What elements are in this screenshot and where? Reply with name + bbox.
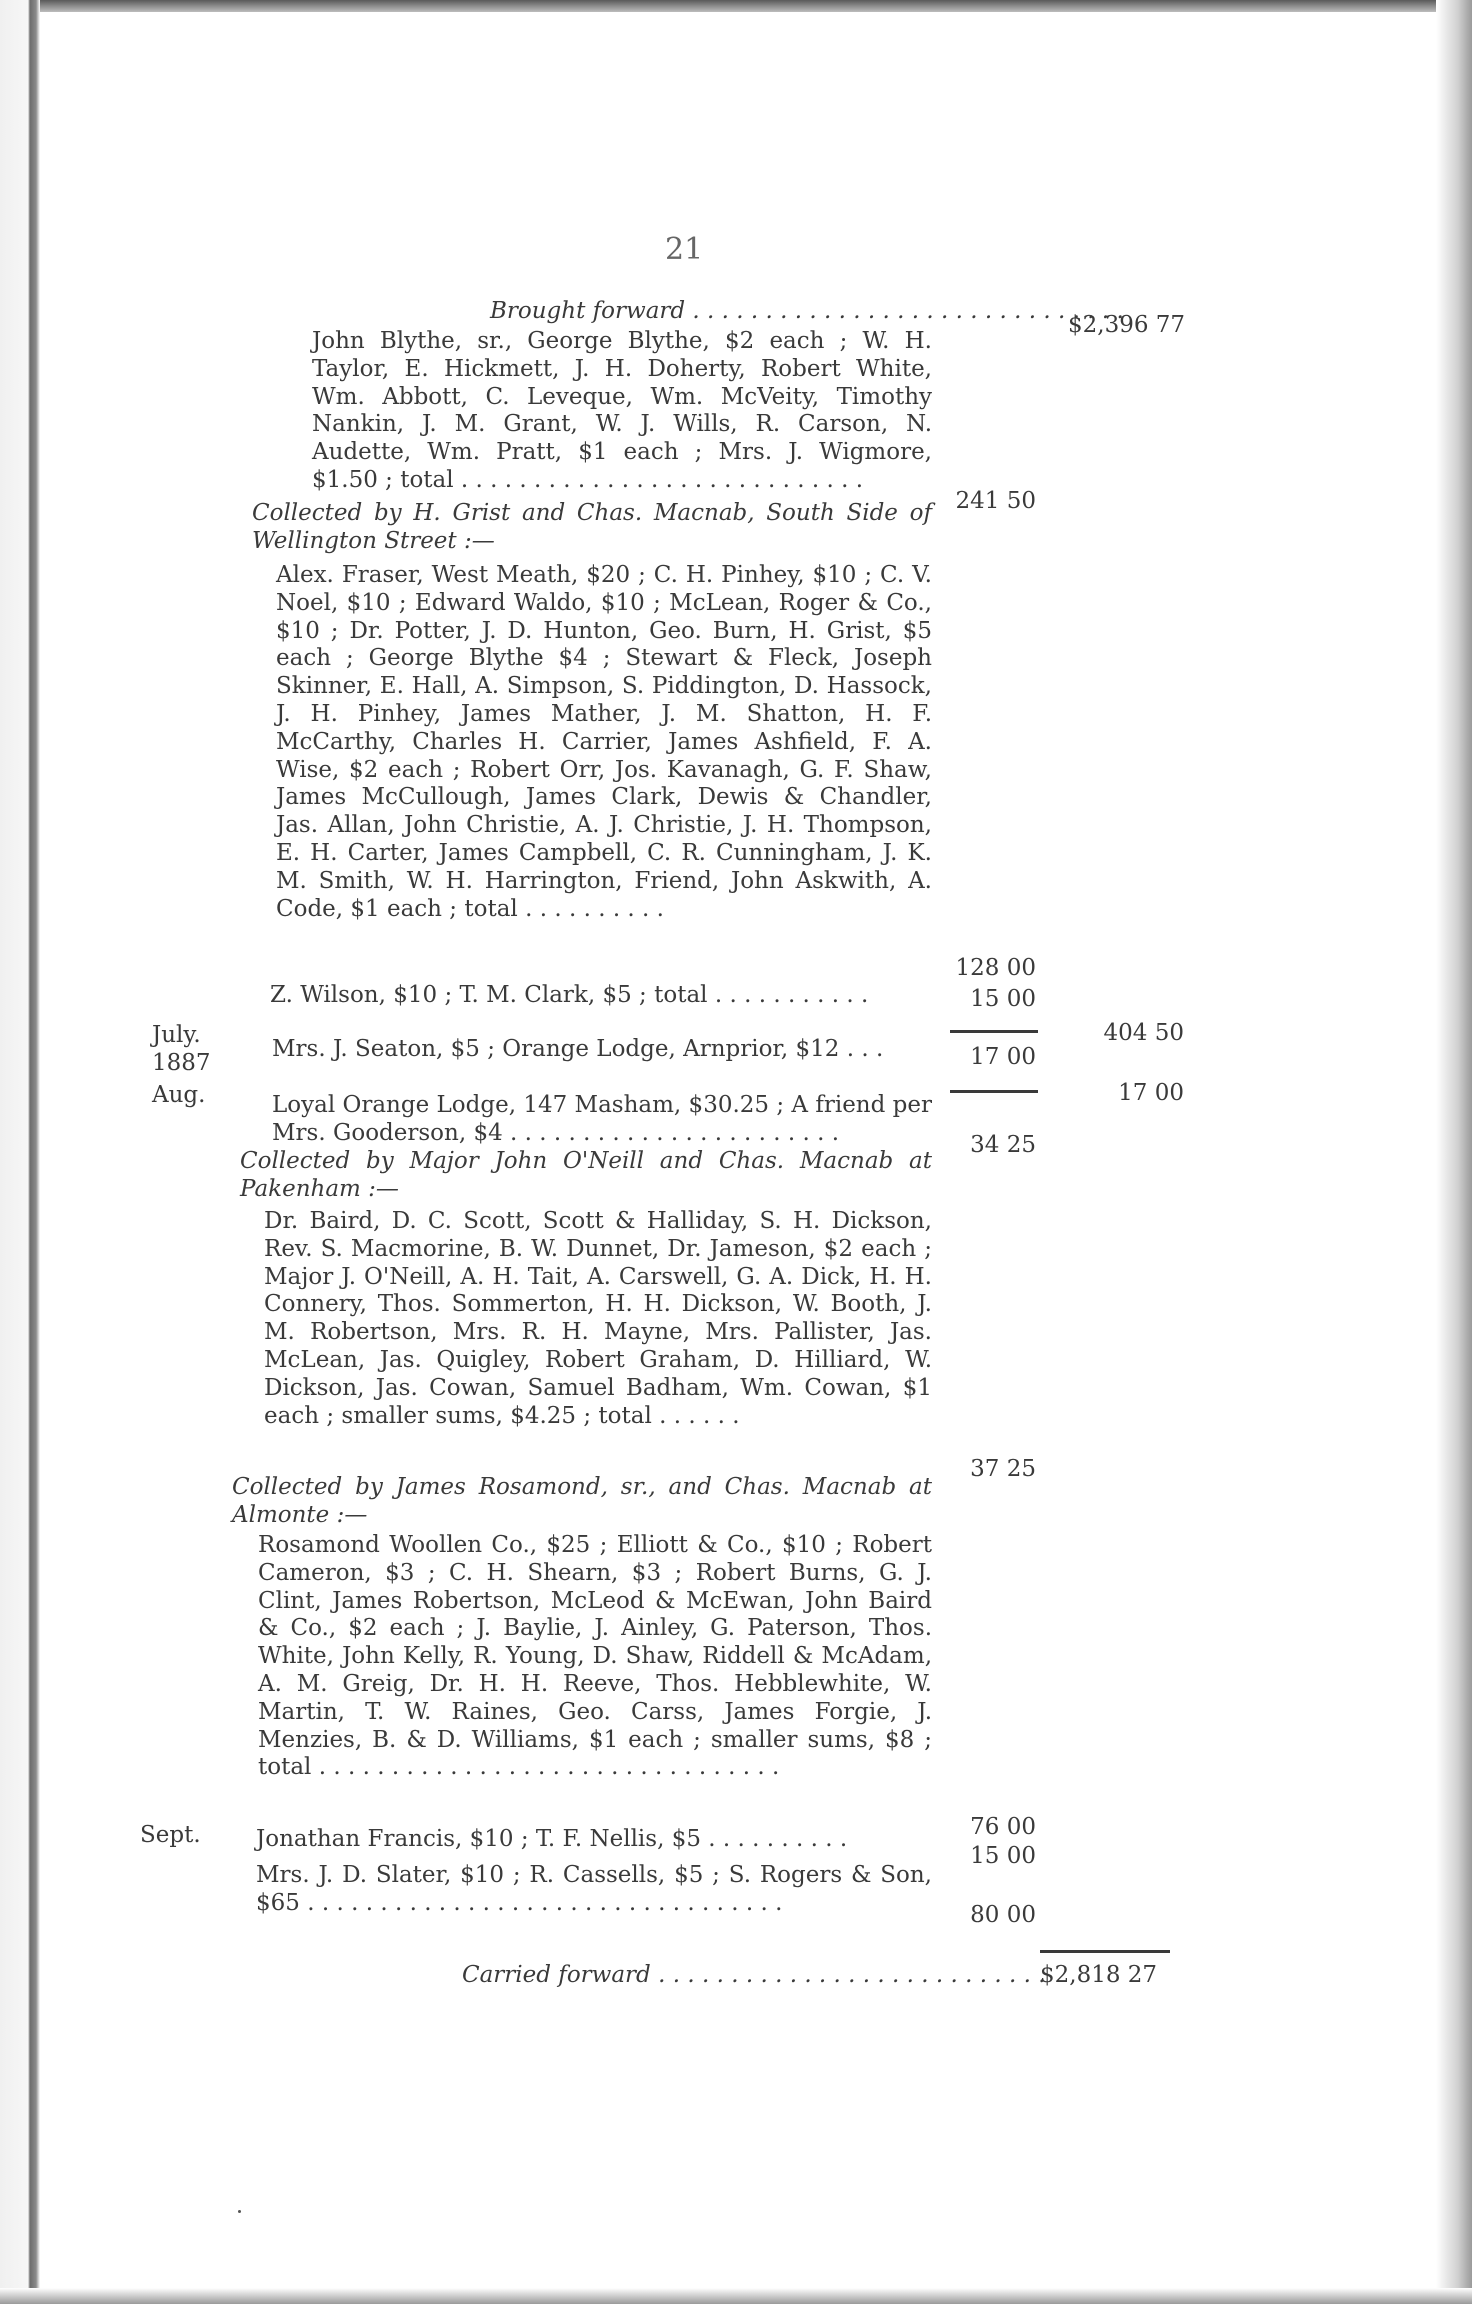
entry-seaton-amount: 17 00 <box>970 1044 1036 1070</box>
entry-loyal-orange-amount: 34 25 <box>970 1132 1036 1158</box>
entry-francis: Jonathan Francis, $10 ; T. F. Nellis, $5 . . . . . . . . . . <box>256 1826 848 1852</box>
carried-forward-amount: $2,818 27 <box>1040 1962 1158 1988</box>
subtotal-rule-2 <box>950 1090 1038 1093</box>
scan-top-edge <box>0 0 1472 12</box>
subsection-heading-oneill: Collected by Major John O'Neill and Chas. Macnab at Pakenham :— <box>240 1148 932 1202</box>
entry-slater: Mrs. J. D. Slater, $10 ; R. Cassells, $5 ; S. Rogers & Son, $65 . . . . . . . . . . . . . . . . . . . . . . . . . . . . . . . . . <box>256 1862 932 1916</box>
entry-seaton: Mrs. J. Seaton, $5 ; Orange Lodge, Arnprior, $12 . . . <box>272 1036 884 1062</box>
scan-right-edge <box>1436 0 1472 2304</box>
entry-fraser-amount: 128 00 <box>955 955 1036 981</box>
page-number: 21 <box>665 232 704 267</box>
brought-forward-amount: $2,396 77 <box>1068 312 1186 338</box>
brought-forward-label: Brought forward . . . . . . . . . . . . . . . . . . . . . . . . . . . . . . <box>490 298 1124 324</box>
scan-binding-edge <box>0 0 40 2304</box>
entry-blythe-amount: 241 50 <box>955 488 1036 514</box>
date-year: 1887 <box>152 1050 211 1076</box>
entry-fraser: Alex. Fraser, West Meath, $20 ; C. H. Pinhey, $10 ; C. V. Noel, $10 ; Edward Waldo, $10 ; McLean, Roger & Co., $10 ; Dr. Potter, J. D. Hunton, Geo. Burn, H. Grist, $5 each ; George Blythe $4 ; Stewart & Fleck, Joseph Skinner, E. Hall, A. Simpson, S. Piddington, D. Hassock, J. H. Pinhey, James Mather, J. M. Shatton, H. F. McCarthy, Charles H. Carrier, James Ashfield, F. A. Wise, $2 each ; Robert Orr, Jos. Kavanagh, G. F. Shaw, James McCullough, James Clark, Dewis & Chandler, Jas. Allan, John Christie, A. J. Christie, J. H. Thompson, E. H. Carter, James Campbell, C. R. Cunningham, J. K. M. Smith, W. H. Harrington, Friend, John Askwith, A. Code, $1 each ; total . . . . . . . . . . <box>276 562 932 922</box>
total-rule <box>1040 1950 1170 1953</box>
entry-rosamond-woollen-amount: 76 00 <box>970 1814 1036 1840</box>
entry-blythe: John Blythe, sr., George Blythe, $2 each ; W. H. Taylor, E. Hickmett, J. H. Doherty, Robert White, Wm. Abbott, C. Leveque, Wm. McVeity, Timothy Nankin, J. M. Grant, W. J. Wills, R. Carson, N. Audette, Wm. Pratt, $1 each ; Mrs. J. Wigmore, $1.50 ; total . . . . . . . . . . . . . . . . . . . . . . . . . . . . <box>312 328 932 493</box>
subsection-heading-rosamond: Collected by James Rosamond, sr., and Chas. Macnab at Almonte :— <box>232 1474 932 1528</box>
entry-baird-amount: 37 25 <box>970 1456 1036 1482</box>
subtotal-1-amount: 404 50 <box>1103 1020 1184 1046</box>
entry-rosamond-woollen: Rosamond Woollen Co., $25 ; Elliott & Co., $10 ; Robert Cameron, $3 ; C. H. Shearn, $3 ; Robert Burns, G. J. Clint, James Robertson, McLeod & McEwan, John Baird & Co., $2 each ; J. Baylie, J. Ainley, G. Paterson, Thos. White, John Kelly, R. Young, D. Shaw, Riddell & McAdam, A. M. Greig, Dr. H. H. Reeve, Thos. Hebblewhite, W. Martin, T. W. Raines, Geo. Carss, James Forgie, J. Menzies, B. & D. Williams, $1 each ; smaller sums, $8 ; total . . . . . . . . . . . . . . . . . . . . . . . . . . . . . . . . <box>258 1532 932 1781</box>
entry-slater-amount: 80 00 <box>970 1902 1036 1928</box>
entry-wilson: Z. Wilson, $10 ; T. M. Clark, $5 ; total . . . . . . . . . . . <box>270 982 869 1008</box>
scan-bottom-edge <box>0 2288 1472 2304</box>
date-july: July. <box>152 1022 201 1048</box>
entry-wilson-amount: 15 00 <box>970 986 1036 1012</box>
date-sept: Sept. <box>140 1822 201 1848</box>
subtotal-2-amount: 17 00 <box>1118 1080 1184 1106</box>
carried-forward-label: Carried forward . . . . . . . . . . . . . . . . . . . . . . . . . . . <box>462 1962 1046 1988</box>
subtotal-rule <box>950 1030 1038 1033</box>
subsection-heading-grist: Collected by H. Grist and Chas. Macnab, South Side of Wellington Street :— <box>252 500 932 554</box>
stray-mark <box>238 2210 241 2213</box>
entry-baird: Dr. Baird, D. C. Scott, Scott & Halliday, S. H. Dickson, Rev. S. Macmorine, B. W. Dunnet, Dr. Jameson, $2 each ; Major J. O'Neill, A. H. Tait, A. Carswell, G. A. Dick, H. H. Connery, Thos. Sommerton, H. H. Dickson, W. Booth, J. M. Robertson, Mrs. R. H. Mayne, Mrs. Pallister, Jas. McLean, Jas. Quigley, Robert Graham, D. Hilliard, W. Dickson, Jas. Cowan, Samuel Badham, Wm. Cowan, $1 each ; smaller sums, $4.25 ; total . . . . . . <box>264 1208 932 1429</box>
date-aug: Aug. <box>152 1082 206 1108</box>
entry-loyal-orange: Loyal Orange Lodge, 147 Masham, $30.25 ; A friend per Mrs. Gooderson, $4 . . . . . . . . . . . . . . . . . . . . . . . <box>272 1092 932 1146</box>
entry-francis-amount: 15 00 <box>970 1843 1036 1869</box>
